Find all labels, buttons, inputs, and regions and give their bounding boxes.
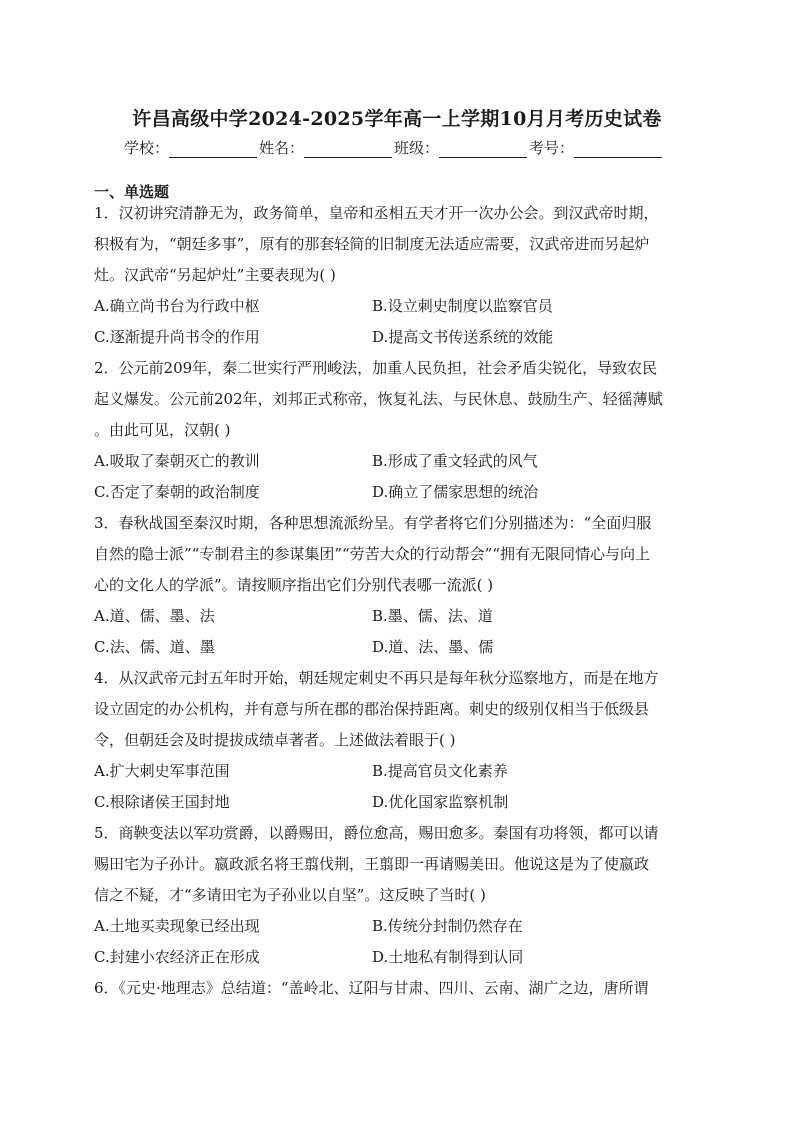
question-stem (94, 973, 704, 1004)
school-blank[interactable] (169, 142, 257, 158)
option-a[interactable]: A.确立尚书台为行政中枢 (94, 297, 260, 315)
stem-line: 灶。汉武帝“另起炉灶”主要表现为( ) (94, 266, 336, 284)
stem-line: 1．汉初讲究清静无为，政务简单，皇帝和丞相五天才开一次办公会。到汉武帝时期， (94, 204, 659, 222)
answer-options (94, 291, 704, 353)
option-b[interactable]: B.设立刺史制度以监察官员 (372, 297, 553, 315)
exam-number-blank[interactable] (574, 142, 662, 158)
student-info-line (124, 137, 664, 158)
stem-line: 。由此可见，汉朝( ) (94, 421, 231, 439)
stem-line: 赐田宅为子孙计。嬴政派名将王翦伐荆，王翦即一再请赐美田。他说这是为了使嬴政 (94, 855, 650, 873)
stem-line: 2．公元前209年，秦二世实行严刑峻法，加重人民负担，社会矛盾尖锐化，导致农民 (94, 359, 658, 377)
stem-line: 信之不疑，才“多请田宅为子孙业以自坚”。这反映了当时( ) (94, 886, 486, 904)
exam-title: 许昌高级中学2024-2025学年高一上学期10月月考历史试卷 (132, 108, 662, 130)
school-label: 学校： (124, 139, 170, 157)
question-2 (94, 353, 704, 508)
question-stem (94, 663, 704, 756)
stem-line: 积极有为，“朝廷多事”，原有的那套轻简的旧制度无法适应需要，汉武帝进而另起炉 (94, 235, 650, 253)
exam-number-label: 考号： (529, 139, 575, 157)
option-a[interactable]: A.吸取了秦朝灭亡的教训 (94, 452, 260, 470)
answer-options (94, 601, 704, 663)
option-d[interactable]: D.道、法、墨、儒 (372, 638, 494, 656)
option-b[interactable]: B.传统分封制仍然存在 (372, 917, 523, 935)
option-c[interactable]: C.法、儒、道、墨 (94, 638, 215, 656)
question-5 (94, 818, 704, 973)
answer-options (94, 446, 704, 508)
section-heading: 一、单选题 (94, 183, 170, 201)
option-d[interactable]: D.确立了儒家思想的统治 (372, 483, 539, 501)
question-3 (94, 508, 704, 663)
name-label: 姓名： (259, 139, 305, 157)
option-d[interactable]: D.土地私有制得到认同 (372, 948, 524, 966)
questions-list (94, 198, 704, 1004)
option-a[interactable]: A.土地买卖现象已经出现 (94, 917, 260, 935)
option-d[interactable]: D.优化国家监察机制 (372, 793, 509, 811)
stem-line: 自然的隐士派”“专制君主的参谋集团”“劳苦大众的行动帮会”“拥有无限同情心与向上 (94, 545, 651, 563)
stem-line: 3．春秋战国至秦汉时期，各种思想流派纷呈。有学者将它们分别描述为：“全面归服 (94, 514, 652, 532)
question-stem (94, 508, 704, 601)
stem-line: 令，但朝廷会及时提拔成绩卓著者。上述做法着眼于( ) (94, 731, 456, 749)
class-label: 班级： (394, 139, 440, 157)
question-stem (94, 353, 704, 446)
option-d[interactable]: D.提高文书传送系统的效能 (372, 328, 554, 346)
stem-line: 设立固定的办公机构，并有意与所在郡的郡治保持距离。刺史的级别仅相当于低级县 (94, 700, 650, 718)
stem-line: 6．《元史·地理志》总结道：“盖岭北、辽阳与甘肃、四川、云南、湖广之边，唐所谓 (94, 979, 649, 997)
name-blank[interactable] (304, 142, 392, 158)
stem-line: 心的文化人的学派”。请按顺序指出它们分别代表哪一流派( ) (94, 576, 494, 594)
answer-options (94, 756, 704, 818)
question-stem (94, 198, 704, 291)
option-b[interactable]: B.墨、儒、法、道 (372, 607, 493, 625)
option-c[interactable]: C.否定了秦朝的政治制度 (94, 483, 260, 501)
question-4 (94, 663, 704, 818)
stem-line: 5．商鞅变法以军功赏爵，以爵赐田，爵位愈高，赐田愈多。秦国有功将领，都可以请 (94, 824, 659, 842)
question-stem (94, 818, 704, 911)
option-c[interactable]: C.封建小农经济正在形成 (94, 948, 260, 966)
question-6 (94, 973, 704, 1004)
option-a[interactable]: A.道、儒、墨、法 (94, 607, 215, 625)
option-c[interactable]: C.根除诸侯王国封地 (94, 793, 230, 811)
answer-options (94, 911, 704, 973)
option-a[interactable]: A.扩大刺史军事范围 (94, 762, 230, 780)
question-1 (94, 198, 704, 353)
option-c[interactable]: C.逐渐提升尚书令的作用 (94, 328, 260, 346)
option-b[interactable]: B.提高官员文化素养 (372, 762, 508, 780)
stem-line: 4．从汉武帝元封五年时开始，朝廷规定刺史不再只是每年秋分巡察地方，而是在地方 (94, 669, 659, 687)
class-blank[interactable] (439, 142, 527, 158)
stem-line: 起义爆发。公元前202年，刘邦正式称帝，恢复礼法、与民休息、鼓励生产、轻徭薄赋 (94, 390, 663, 408)
option-b[interactable]: B.形成了重文轻武的风气 (372, 452, 538, 470)
